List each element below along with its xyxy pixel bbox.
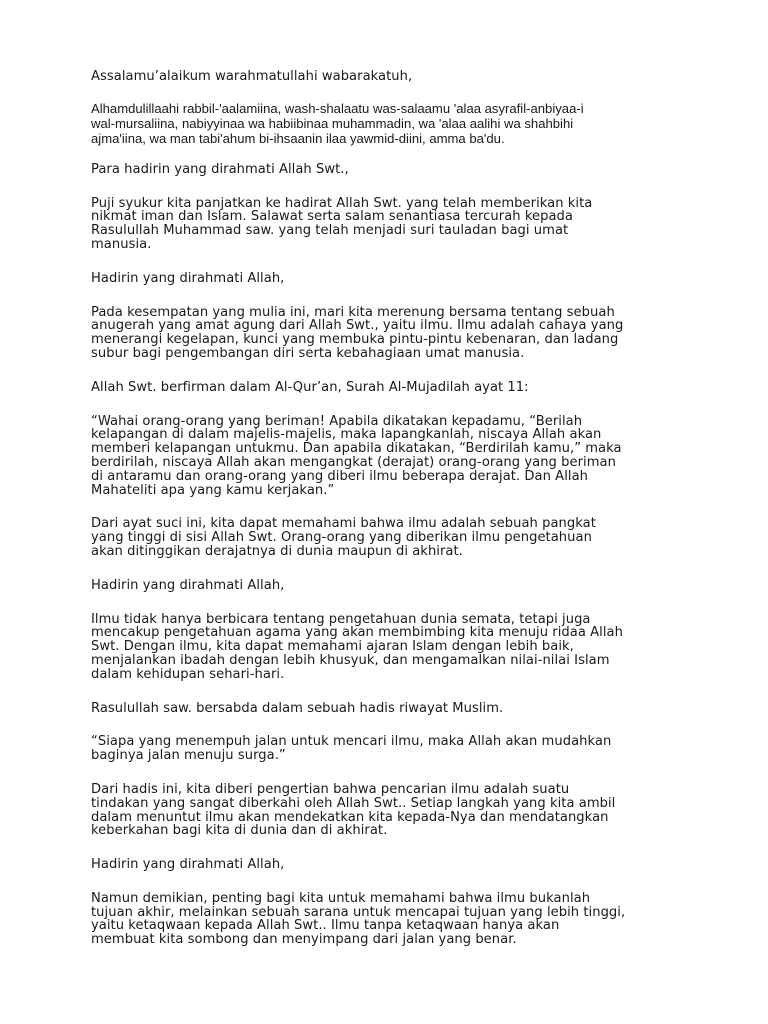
salutation-paragraph: Hadirin yang dirahmati Allah, [91,577,285,593]
body-paragraph: Puji syukur kita panjatkan ke hadirat Allah Swt. yang telah memberikan kita nikmat iman dan Islam. Salawat serta salam senantiasa tercurah kepada Rasulullah Muhammad saw. yang telah menjadi suri tauladan bagi umat manusia. [91,195,593,252]
salutation-paragraph: Hadirin yang dirahmati Allah, [91,270,285,286]
body-paragraph: Dari hadis ini, kita diberi pengertian bahwa pencarian ilmu adalah suatu tindakan yang sangat diberkahi oleh Allah Swt.. Setiap langkah yang kita ambil dalam menuntut ilmu akan mendekatkan kita kepada-Nya dan mendatangkan keberkahan bagi kita di dunia dan di akhirat. [91,781,616,839]
body-paragraph: Pada kesempatan yang mulia ini, mari kita merenung bersama tentang sebuah anugerah yang amat agung dari Allah Swt., yaitu ilmu. Ilmu adalah cahaya yang menerangi kegelapan, kunci yang membuka pintu-pintu kebenaran, dan ladang subur bagi pengembangan diri serta kebahagiaan umat manusia. [91,304,624,361]
document-body [91,70,679,947]
body-paragraph: Dari ayat suci ini, kita dapat memahami bahwa ilmu adalah sebuah pangkat yang tinggi di sisi Allah Swt. Orang-orang yang diberikan ilmu pengetahuan akan ditinggikan derajatnya di dunia maupun di akhirat. [91,516,596,559]
body-paragraph: Rasulullah saw. bersabda dalam sebuah hadis riwayat Muslim. [91,700,504,716]
opening-praise: Alhamdulillaahi rabbil-'aalamiina, wash-shalaatu was-salaamu 'alaa asyrafil-anbiyaa-i wal-mursaliina, nabiyyinaa wa habiibinaa muhammadin, wa 'alaa aalihi wa shahbihi ajma'iina, wa man tabi'ahum bi-ihsaanin ilaa yawmid-diini, amma ba'du. [91,100,584,146]
salutation-paragraph: Para hadirin yang dirahmati Allah Swt., [91,161,349,177]
quote-paragraph: “Siapa yang menempuh jalan untuk mencari ilmu, maka Allah akan mudahkan baginya jalan menuju surga.” [91,734,612,764]
salutation-paragraph: Hadirin yang dirahmati Allah, [91,857,285,873]
quote-paragraph: “Wahai orang-orang yang beriman! Apabila dikatakan kepadamu, “Berilah kelapangan di dalam majelis-majelis, maka lapangkanlah, niscaya Allah akan memberi kelapangan untukmu. Dan apabila dikatakan, “Berdirilah kamu,” maka berdirilah, niscaya Allah akan mengangkat (derajat) orang-orang yang beriman di antaramu dan orang-orang yang diberi ilmu beberapa derajat. Dan Allah Mahateliti apa yang kamu kerjakan.” [91,413,622,498]
body-paragraph: Allah Swt. berfirman dalam Al-Qur’an, Surah Al-Mujadilah ayat 11: [91,379,529,395]
body-paragraph: Ilmu tidak hanya berbicara tentang pengetahuan dunia semata, tetapi juga mencakup pengetahuan agama yang akan membimbing kita menuju ridaa Allah Swt. Dengan ilmu, kita dapat memahami ajaran Islam dengan lebih baik, menjalankan ibadah dengan lebih khusyuk, dan mengamalkan nilai-nilai Islam dalam kehidupan sehari-hari. [91,611,623,682]
opening-greeting: Assalamu’alaikum warahmatullahi wabarakatuh, [91,69,413,84]
body-paragraph: Namun demikian, penting bagi kita untuk memahami bahwa ilmu bukanlah tujuan akhir, melainkan sebuah sarana untuk mencapai tujuan yang lebih tinggi, yaitu ketaqwaan kepada Allah Swt.. Ilmu tanpa ketaqwaan hanya akan membuat kita sombong dan menyimpang dari jalan yang benar. [91,890,626,948]
